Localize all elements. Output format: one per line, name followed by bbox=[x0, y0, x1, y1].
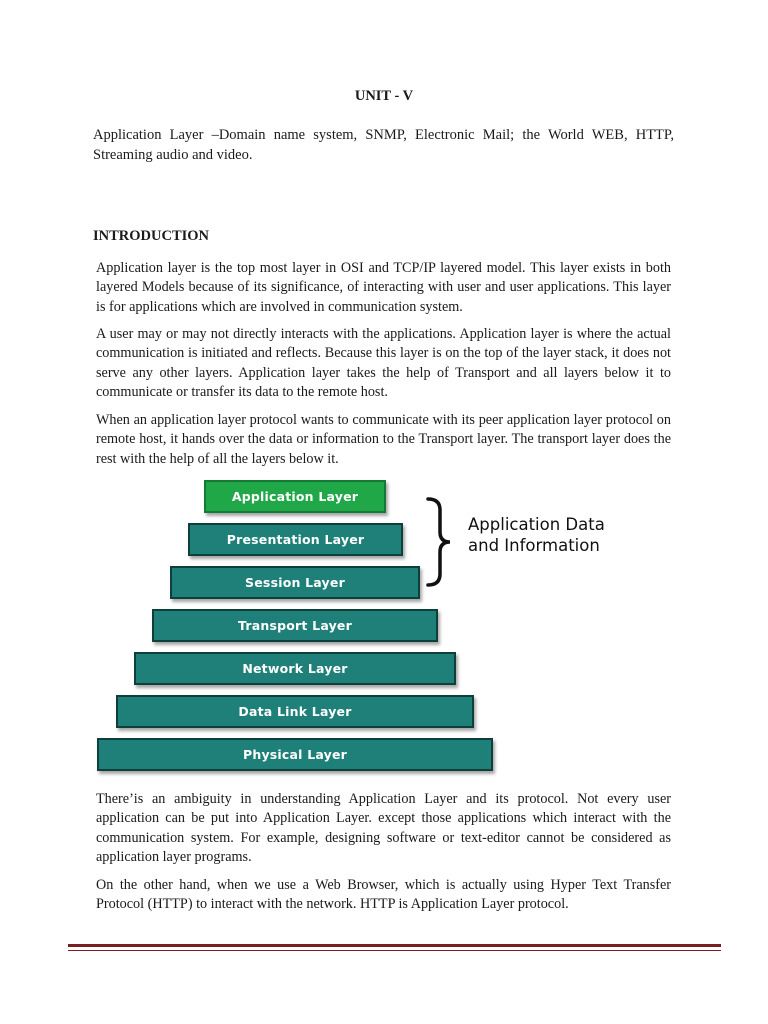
paragraph-5: On the other hand, when we use a Web Browser, which is actually using Hyper Text Transfer Protocol (HTTP) to interact with the network. HTTP is Application Layer protocol. bbox=[96, 877, 671, 913]
introduction-heading: INTRODUCTION bbox=[93, 228, 210, 244]
unit-title: UNIT - V bbox=[354, 88, 414, 104]
curly-brace-icon bbox=[424, 496, 454, 588]
paragraph-3: When an application layer protocol wants to communicate with its peer application layer protocol on remote host, it hands over the data or information to the Transport layer. The transport layer does the rest with the help of all the layers below it. bbox=[96, 412, 671, 467]
layer-data-link: Data Link Layer bbox=[116, 695, 474, 728]
layer-transport: Transport Layer bbox=[152, 609, 438, 642]
layer-session: Session Layer bbox=[170, 566, 420, 599]
footer-rule-thin bbox=[68, 950, 721, 951]
layer-application: Application Layer bbox=[204, 480, 386, 513]
syllabus-text: Application Layer –Domain name system, SNMP, Electronic Mail; the World WEB, HTTP, Streaming audio and video. bbox=[93, 127, 674, 163]
layer-physical: Physical Layer bbox=[97, 738, 493, 771]
paragraph-4: There’is an ambiguity in understanding Application Layer and its protocol. Not every user application can be put into Application Layer. except those applications which interact with the communication system. For example, designing software or text-editor cannot be considered as application layer programs. bbox=[96, 791, 671, 865]
brace-label-line-2: and Information bbox=[468, 536, 600, 555]
brace-label-line-1: Application Data bbox=[468, 515, 605, 534]
footer-rule-thick bbox=[68, 944, 721, 947]
layer-network: Network Layer bbox=[134, 652, 456, 685]
brace-label bbox=[468, 514, 668, 556]
layer-presentation: Presentation Layer bbox=[188, 523, 403, 556]
paragraph-1: Application layer is the top most layer in OSI and TCP/IP layered model. This layer exists in both layered Models because of its significance, of interacting with user and user applications. This layer is for applications which are involved in communication system. bbox=[96, 260, 671, 315]
paragraph-2: A user may or may not directly interacts with the applications. Application layer is where the actual communication is initiated and reflects. Because this layer is on the top of the layer stack, it does not serve any other layers. Application layer takes the help of Transport and all layers below it to communicate or transfer its data to the remote host. bbox=[96, 326, 671, 400]
